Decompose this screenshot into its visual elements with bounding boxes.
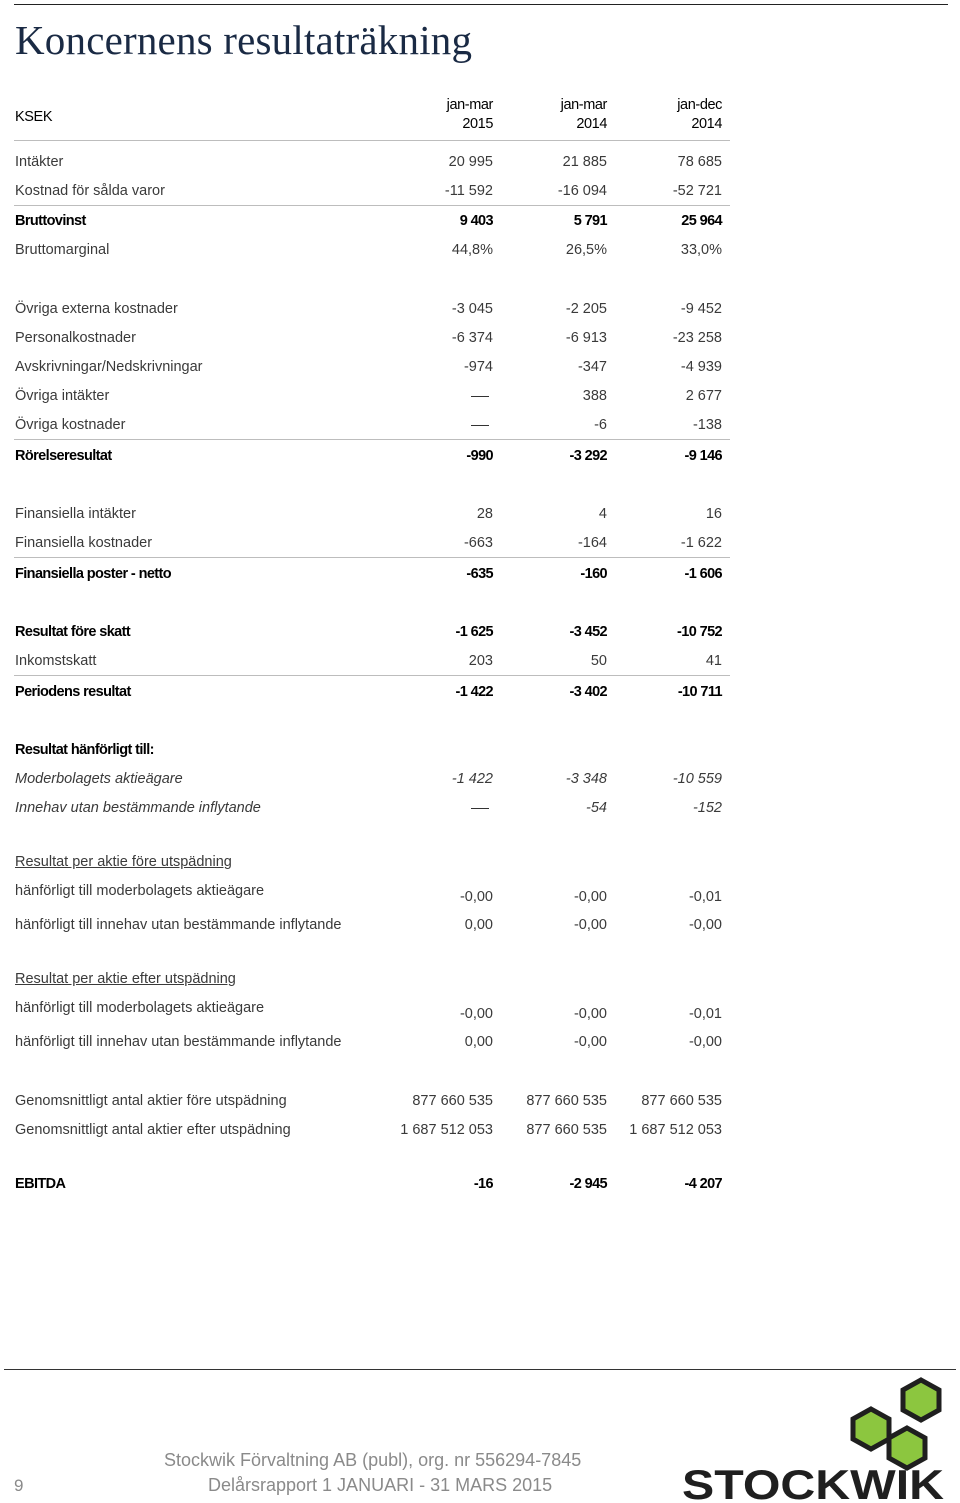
row-value-2: -3 402 bbox=[569, 684, 607, 700]
table-row-antal-aktier-fore bbox=[14, 1087, 730, 1115]
row-value-3: -0,00 bbox=[688, 917, 722, 933]
row-label: Bruttomarginal bbox=[15, 242, 110, 258]
row-value-1: 0,00 bbox=[464, 917, 493, 933]
row-value-2: -0,00 bbox=[573, 1034, 607, 1050]
row-value-2: -347 bbox=[577, 359, 607, 375]
row-value-2: -0,00 bbox=[573, 917, 607, 933]
stockwik-logo bbox=[680, 1376, 950, 1501]
table-row-ovriga-externa-kostnader bbox=[14, 295, 730, 323]
row-value-1: -16 bbox=[473, 1176, 493, 1192]
row-label: Rörelseresultat bbox=[15, 448, 112, 464]
row-value-2: -0,00 bbox=[573, 1006, 607, 1022]
row-value-3: -23 258 bbox=[672, 330, 722, 346]
row-value-1: -0,00 bbox=[459, 1006, 493, 1022]
row-value-2: -3 452 bbox=[569, 624, 607, 640]
row-value-1: -0,00 bbox=[459, 889, 493, 905]
table-row-kostnad-salda-varor bbox=[14, 177, 730, 206]
row-value-3: -52 721 bbox=[672, 183, 722, 199]
row-value-3: 25 964 bbox=[681, 213, 722, 229]
row-value-3: -1 606 bbox=[684, 566, 722, 582]
table-row-eps-fore-moderbolag bbox=[14, 877, 730, 905]
row-value-1: -990 bbox=[466, 448, 493, 464]
row-label: Finansiella kostnader bbox=[15, 535, 153, 551]
row-label: hänförligt till innehav utan bestämmande inflytande bbox=[15, 917, 342, 933]
row-label: Intäkter bbox=[15, 154, 64, 170]
row-label: Övriga externa kostnader bbox=[15, 301, 178, 317]
row-label: Moderbolagets aktieägare bbox=[15, 771, 183, 787]
row-value-2: -54 bbox=[586, 800, 607, 816]
row-value-1: -1 422 bbox=[451, 771, 493, 787]
table-row-eps-efter-moderbolag bbox=[14, 994, 730, 1022]
row-value-3: -1 622 bbox=[680, 535, 722, 551]
row-label: Finansiella intäkter bbox=[15, 506, 136, 522]
row-label: Avskrivningar/Nedskrivningar bbox=[15, 359, 203, 375]
row-value-3: -10 752 bbox=[677, 624, 722, 640]
row-value-1 bbox=[471, 411, 493, 439]
row-value-2: -6 913 bbox=[565, 330, 607, 346]
row-value-3: 1 687 512 053 bbox=[629, 1122, 722, 1138]
row-value-1 bbox=[471, 382, 493, 410]
table-header bbox=[14, 96, 730, 141]
table-row-finansiella-poster-netto bbox=[14, 560, 730, 588]
header-col-3: jan-dec 2014 bbox=[677, 97, 722, 132]
row-value-2: -2 945 bbox=[569, 1176, 607, 1192]
header-unit-label: KSEK bbox=[15, 109, 53, 125]
table-row-moderbolagets-aktieagare bbox=[14, 765, 730, 793]
row-value-1: 20 995 bbox=[448, 154, 493, 170]
row-value-2: -3 292 bbox=[569, 448, 607, 464]
logo-wordmark: STOCKWIK bbox=[682, 1461, 944, 1501]
empty-dash bbox=[471, 425, 489, 426]
row-label: Inkomstskatt bbox=[15, 653, 97, 669]
row-value-3: -10 559 bbox=[672, 771, 722, 787]
table-row-eps-fore-innehav bbox=[14, 911, 730, 939]
row-label: Genomsnittligt antal aktier före utspädning bbox=[15, 1093, 287, 1109]
table-row-ebitda bbox=[14, 1170, 730, 1198]
row-value-1 bbox=[471, 794, 493, 822]
row-value-3: -152 bbox=[692, 800, 722, 816]
footer-report-title: Delårsrapport 1 JANUARI - 31 MARS 2015 bbox=[208, 1475, 553, 1495]
table-row-eps-efter-innehav bbox=[14, 1028, 730, 1056]
table-row-finansiella-intakter bbox=[14, 500, 730, 528]
row-value-1: -635 bbox=[466, 566, 493, 582]
empty-dash bbox=[471, 808, 489, 809]
footer-company: Stockwik Förvaltning AB (publ), org. nr 556294-7845 bbox=[164, 1450, 582, 1470]
table-row-finansiella-kostnader bbox=[14, 529, 730, 558]
row-value-1: -6 374 bbox=[451, 330, 493, 346]
row-value-2: 388 bbox=[582, 388, 607, 404]
footer-rule bbox=[4, 1369, 956, 1370]
row-value-2: -0,00 bbox=[573, 889, 607, 905]
hexagon-cluster-icon bbox=[853, 1380, 939, 1468]
row-value-2: 26,5% bbox=[565, 242, 607, 258]
table-row-ovriga-intakter bbox=[14, 382, 730, 410]
row-value-1: -11 592 bbox=[444, 183, 493, 199]
row-value-3: -9 146 bbox=[684, 448, 722, 464]
row-label: Innehav utan bestämmande inflytande bbox=[15, 800, 261, 816]
row-value-1: 0,00 bbox=[464, 1034, 493, 1050]
row-label: Genomsnittligt antal aktier efter utspädning bbox=[15, 1122, 291, 1138]
row-value-2: -6 bbox=[594, 417, 607, 433]
empty-dash bbox=[471, 396, 489, 397]
row-label: hänförligt till moderbolagets aktieägare bbox=[15, 883, 265, 899]
row-label: Periodens resultat bbox=[15, 684, 131, 700]
row-value-1: 1 687 512 053 bbox=[400, 1122, 493, 1138]
row-label: Resultat före skatt bbox=[15, 624, 131, 640]
row-value-3: 877 660 535 bbox=[641, 1093, 722, 1109]
section-heading-resultat-hanforligt bbox=[14, 736, 730, 764]
row-value-2: -2 205 bbox=[565, 301, 607, 317]
table-row-resultat-fore-skatt bbox=[14, 618, 730, 646]
row-label: Övriga intäkter bbox=[15, 388, 110, 404]
row-value-2: 21 885 bbox=[562, 154, 607, 170]
row-value-2: 877 660 535 bbox=[526, 1093, 607, 1109]
row-value-1: 877 660 535 bbox=[412, 1093, 493, 1109]
table-row-innehav-utan-bestammande bbox=[14, 794, 730, 822]
row-value-3: -0,01 bbox=[688, 1006, 722, 1022]
row-label: Övriga kostnader bbox=[15, 417, 126, 433]
row-label: Resultat per aktie efter utspädning bbox=[15, 971, 236, 987]
row-value-2: -16 094 bbox=[557, 183, 607, 199]
row-value-3: 78 685 bbox=[677, 154, 722, 170]
header-col-1: jan-mar 2015 bbox=[446, 97, 493, 132]
section-heading-eps-fore bbox=[14, 848, 730, 876]
table-row-bruttomarginal bbox=[14, 236, 730, 264]
row-label: hänförligt till moderbolagets aktieägare bbox=[15, 1000, 265, 1016]
row-label: hänförligt till innehav utan bestämmande inflytande bbox=[15, 1034, 342, 1050]
row-value-1: 28 bbox=[476, 506, 493, 522]
row-label: Bruttovinst bbox=[15, 213, 86, 229]
row-value-1: -1 422 bbox=[455, 684, 493, 700]
row-value-2: 5 791 bbox=[573, 213, 607, 229]
table-row-intakter bbox=[14, 148, 730, 176]
table-row-ovriga-kostnader bbox=[14, 411, 730, 440]
table-row-bruttovinst bbox=[14, 207, 730, 235]
row-label: Resultat per aktie före utspädning bbox=[15, 854, 232, 870]
row-label: EBITDA bbox=[15, 1176, 66, 1192]
row-label: Resultat hänförligt till: bbox=[15, 742, 154, 758]
table-row-inkomstskatt bbox=[14, 647, 730, 676]
row-value-2: -164 bbox=[577, 535, 607, 551]
row-label: Kostnad för sålda varor bbox=[15, 183, 165, 199]
row-value-1: -1 625 bbox=[455, 624, 493, 640]
row-value-2: 4 bbox=[598, 506, 607, 522]
row-value-3: 16 bbox=[705, 506, 722, 522]
section-heading-eps-efter bbox=[14, 965, 730, 993]
row-value-1: 203 bbox=[468, 653, 493, 669]
table-row-antal-aktier-efter bbox=[14, 1116, 730, 1144]
row-value-3: 33,0% bbox=[680, 242, 722, 258]
row-value-3: -4 207 bbox=[684, 1176, 722, 1192]
row-value-1: 9 403 bbox=[459, 213, 493, 229]
table-row-avskrivningar bbox=[14, 353, 730, 381]
row-value-2: 877 660 535 bbox=[526, 1122, 607, 1138]
top-rule bbox=[14, 4, 948, 5]
row-value-1: -974 bbox=[463, 359, 493, 375]
row-value-1: -3 045 bbox=[451, 301, 493, 317]
row-value-3: -4 939 bbox=[680, 359, 722, 375]
row-value-3: -10 711 bbox=[677, 684, 722, 700]
row-label: Personalkostnader bbox=[15, 330, 136, 346]
page-number: 9 bbox=[14, 1476, 24, 1495]
row-label: Finansiella poster - netto bbox=[15, 566, 172, 582]
row-value-3: -138 bbox=[692, 417, 722, 433]
table-row-personalkostnader bbox=[14, 324, 730, 352]
row-value-3: 2 677 bbox=[685, 388, 722, 404]
row-value-2: -160 bbox=[580, 566, 607, 582]
row-value-3: 41 bbox=[705, 653, 722, 669]
header-col-2: jan-mar 2014 bbox=[560, 97, 607, 132]
row-value-1: -663 bbox=[463, 535, 493, 551]
table-row-rorelseresultat bbox=[14, 442, 730, 470]
page-title: Koncernens resultaträkning bbox=[15, 17, 473, 63]
row-value-3: -0,00 bbox=[688, 1034, 722, 1050]
row-value-1: 44,8% bbox=[451, 242, 493, 258]
row-value-3: -9 452 bbox=[680, 301, 722, 317]
row-value-2: 50 bbox=[590, 653, 607, 669]
row-value-3: -0,01 bbox=[688, 889, 722, 905]
row-value-2: -3 348 bbox=[565, 771, 607, 787]
table-row-periodens-resultat bbox=[14, 678, 730, 706]
